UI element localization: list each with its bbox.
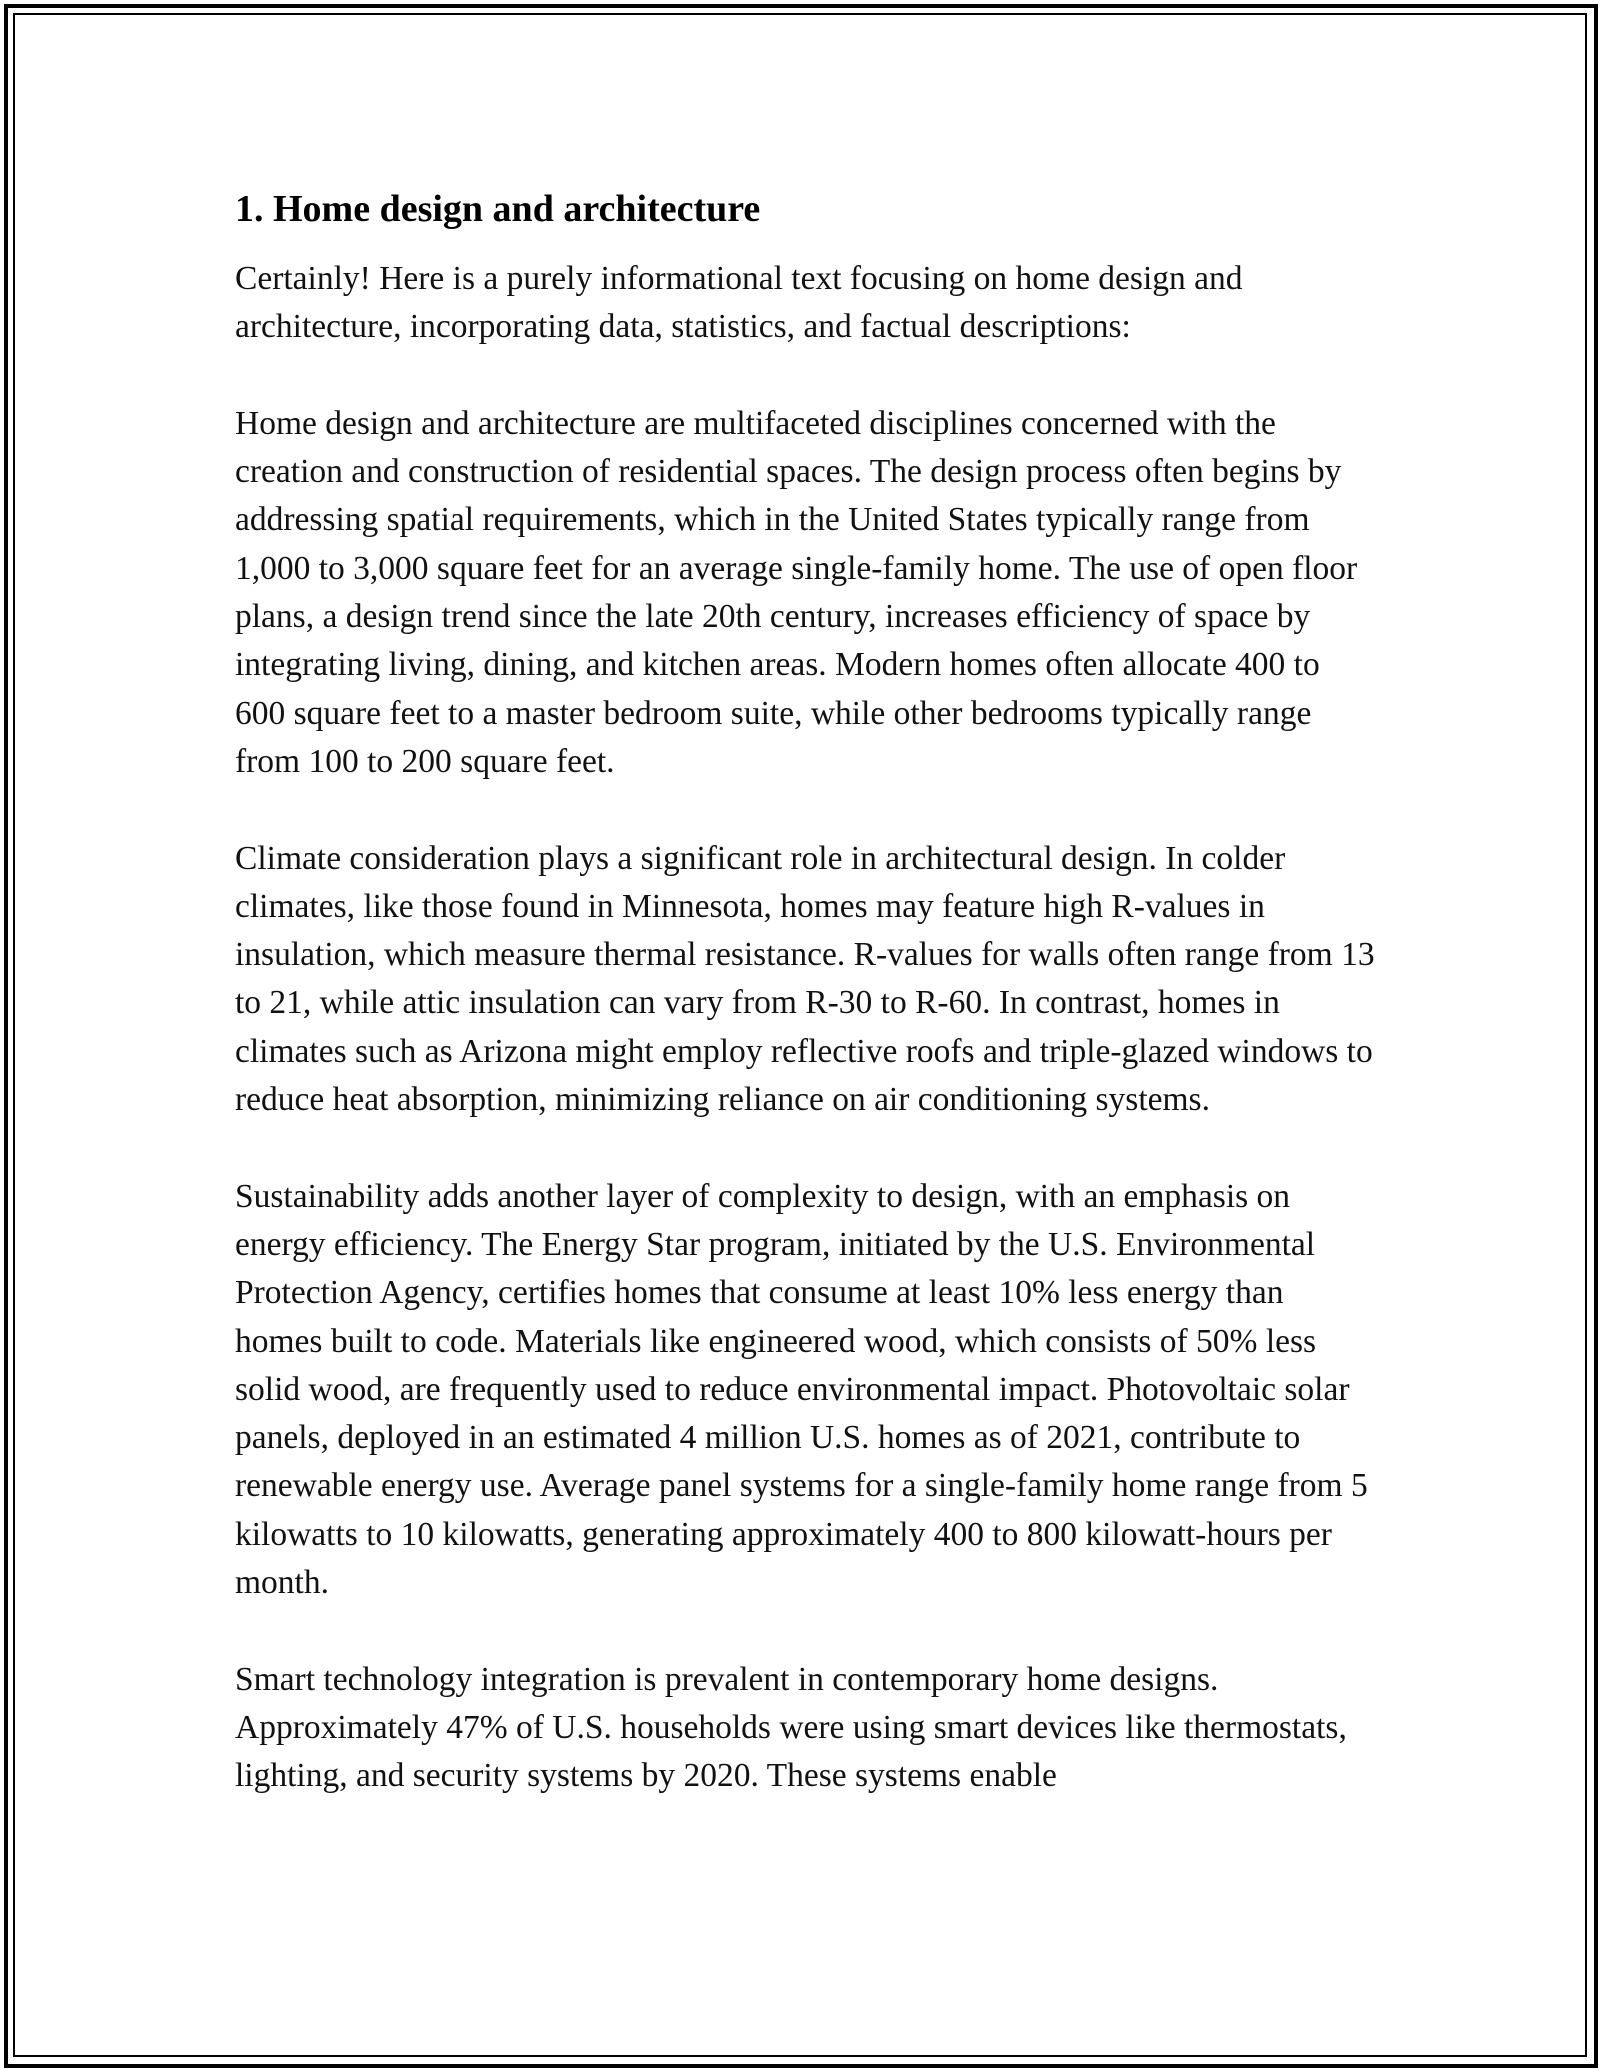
paragraph-climate: Climate consideration plays a significant role in architectural design. In colder climates, like those found in Minnesota, homes may feature high R-values in insulation, which measure thermal resistance. R-values for walls often range from 13 to 21, while attic insulation can vary from R-30 to R-60. In contrast, homes in climates such as Arizona might employ reflective roofs and triple-glazed windows to reduce heat absorption, minimizing reliance on air conditioning systems. (235, 839, 1375, 1119)
section-heading: 1. Home design and architecture (235, 188, 761, 230)
paragraph-intro: Certainly! Here is a purely informational text focusing on home design and architecture, incorporating data, statistics, and factual descriptions: (235, 260, 1243, 346)
paragraph-home-design: Home design and architecture are multifaceted disciplines concerned with the creation and construction of residential spaces. The design process often begins by addressing spatial requirements, which in the United States typically range from 1,000 to 3,000 square feet for an average single-family home. The use of open floor plans, a design trend since the late 20th century, increases efficiency of space by integrating living, dining, and kitchen areas. Modern homes often allocate 400 to 600 square feet to a master bedroom suite, while other bedrooms typically range from 100 to 200 square feet. (235, 404, 1358, 780)
document-body (235, 185, 1375, 1801)
paragraph-smart-technology: Smart technology integration is prevalent in contemporary home designs. Approximately 47% of U.S. households were using smart devices like thermostats, lighting, and security systems by 2020. These systems enable (235, 1660, 1347, 1795)
paragraph-sustainability: Sustainability adds another layer of complexity to design, with an emphasis on energy efficiency. The Energy Star program, initiated by the U.S. Environmental Protection Agency, certifies homes that consume at least 10% less energy than homes built to code. Materials like engineered wood, which consists of 50% less solid wood, are frequently used to reduce environmental impact. Photovoltaic solar panels, deployed in an estimated 4 million U.S. homes as of 2021, contribute to renewable energy use. Average panel systems for a single-family home range from 5 kilowatts to 10 kilowatts, generating approximately 400 to 800 kilowatt-hours per month. (235, 1177, 1368, 1602)
